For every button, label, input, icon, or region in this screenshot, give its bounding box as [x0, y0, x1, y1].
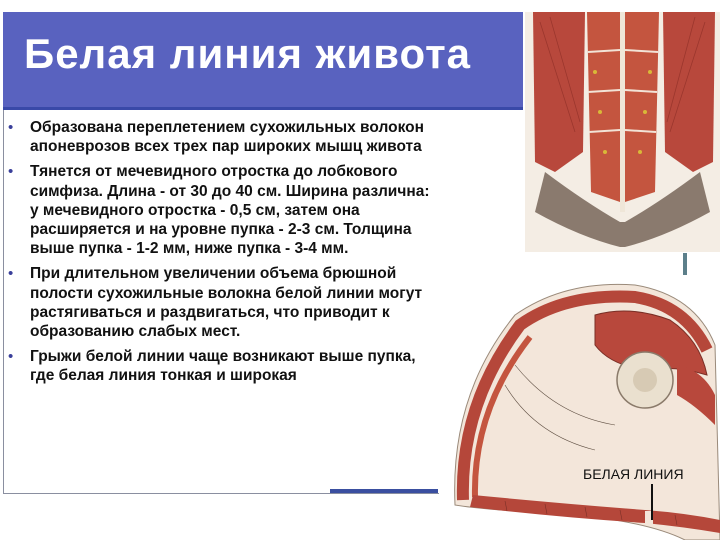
bullet-icon: • [8, 348, 14, 366]
cross-section-illustration [445, 275, 720, 540]
bullet-item [6, 118, 436, 156]
bottom-accent-rule [330, 489, 438, 493]
bullet-item [6, 347, 436, 385]
bullet-item [6, 264, 436, 341]
bullet-text: Грыжи белой линии чаще возникают выше пупка, где белая линия тонкая и широкая [30, 348, 416, 385]
bullet-icon: • [8, 265, 14, 283]
label-pointer-line [651, 484, 653, 520]
bullet-text: При длительном увеличении объема брюшной полости сухожильные волокна белой линии могут растягиваться и раздвигаться, что приводит к образованию слабых мест. [30, 265, 423, 341]
bullet-text: Тянется от мечевидного отростка до лобкового симфиза. Длина - от 30 до 40 см. Ширина различна: у мечевидного отростка - 0,5 см, затем она расширяется и на уровне пупка - 2-3 см. Толщина выше пупка - 1-2 мм, ниже пупка - 3-4 мм. [30, 163, 430, 258]
abdominal-wall-illustration [525, 12, 720, 252]
bullet-text: Образована переплетением сухожильных волокон апоневрозов всех трех пар широких мышц живота [30, 119, 424, 156]
title-underline [3, 107, 523, 110]
bullet-item [6, 162, 436, 258]
bottom-border-rule [3, 493, 439, 494]
bullet-list [6, 118, 436, 392]
white-line-label: БЕЛАЯ ЛИНИЯ [583, 466, 684, 482]
figure-marker [683, 253, 687, 275]
bullet-icon: • [8, 119, 14, 136]
bullet-icon: • [8, 163, 14, 181]
slide-title: Белая линия живота [24, 30, 472, 77]
